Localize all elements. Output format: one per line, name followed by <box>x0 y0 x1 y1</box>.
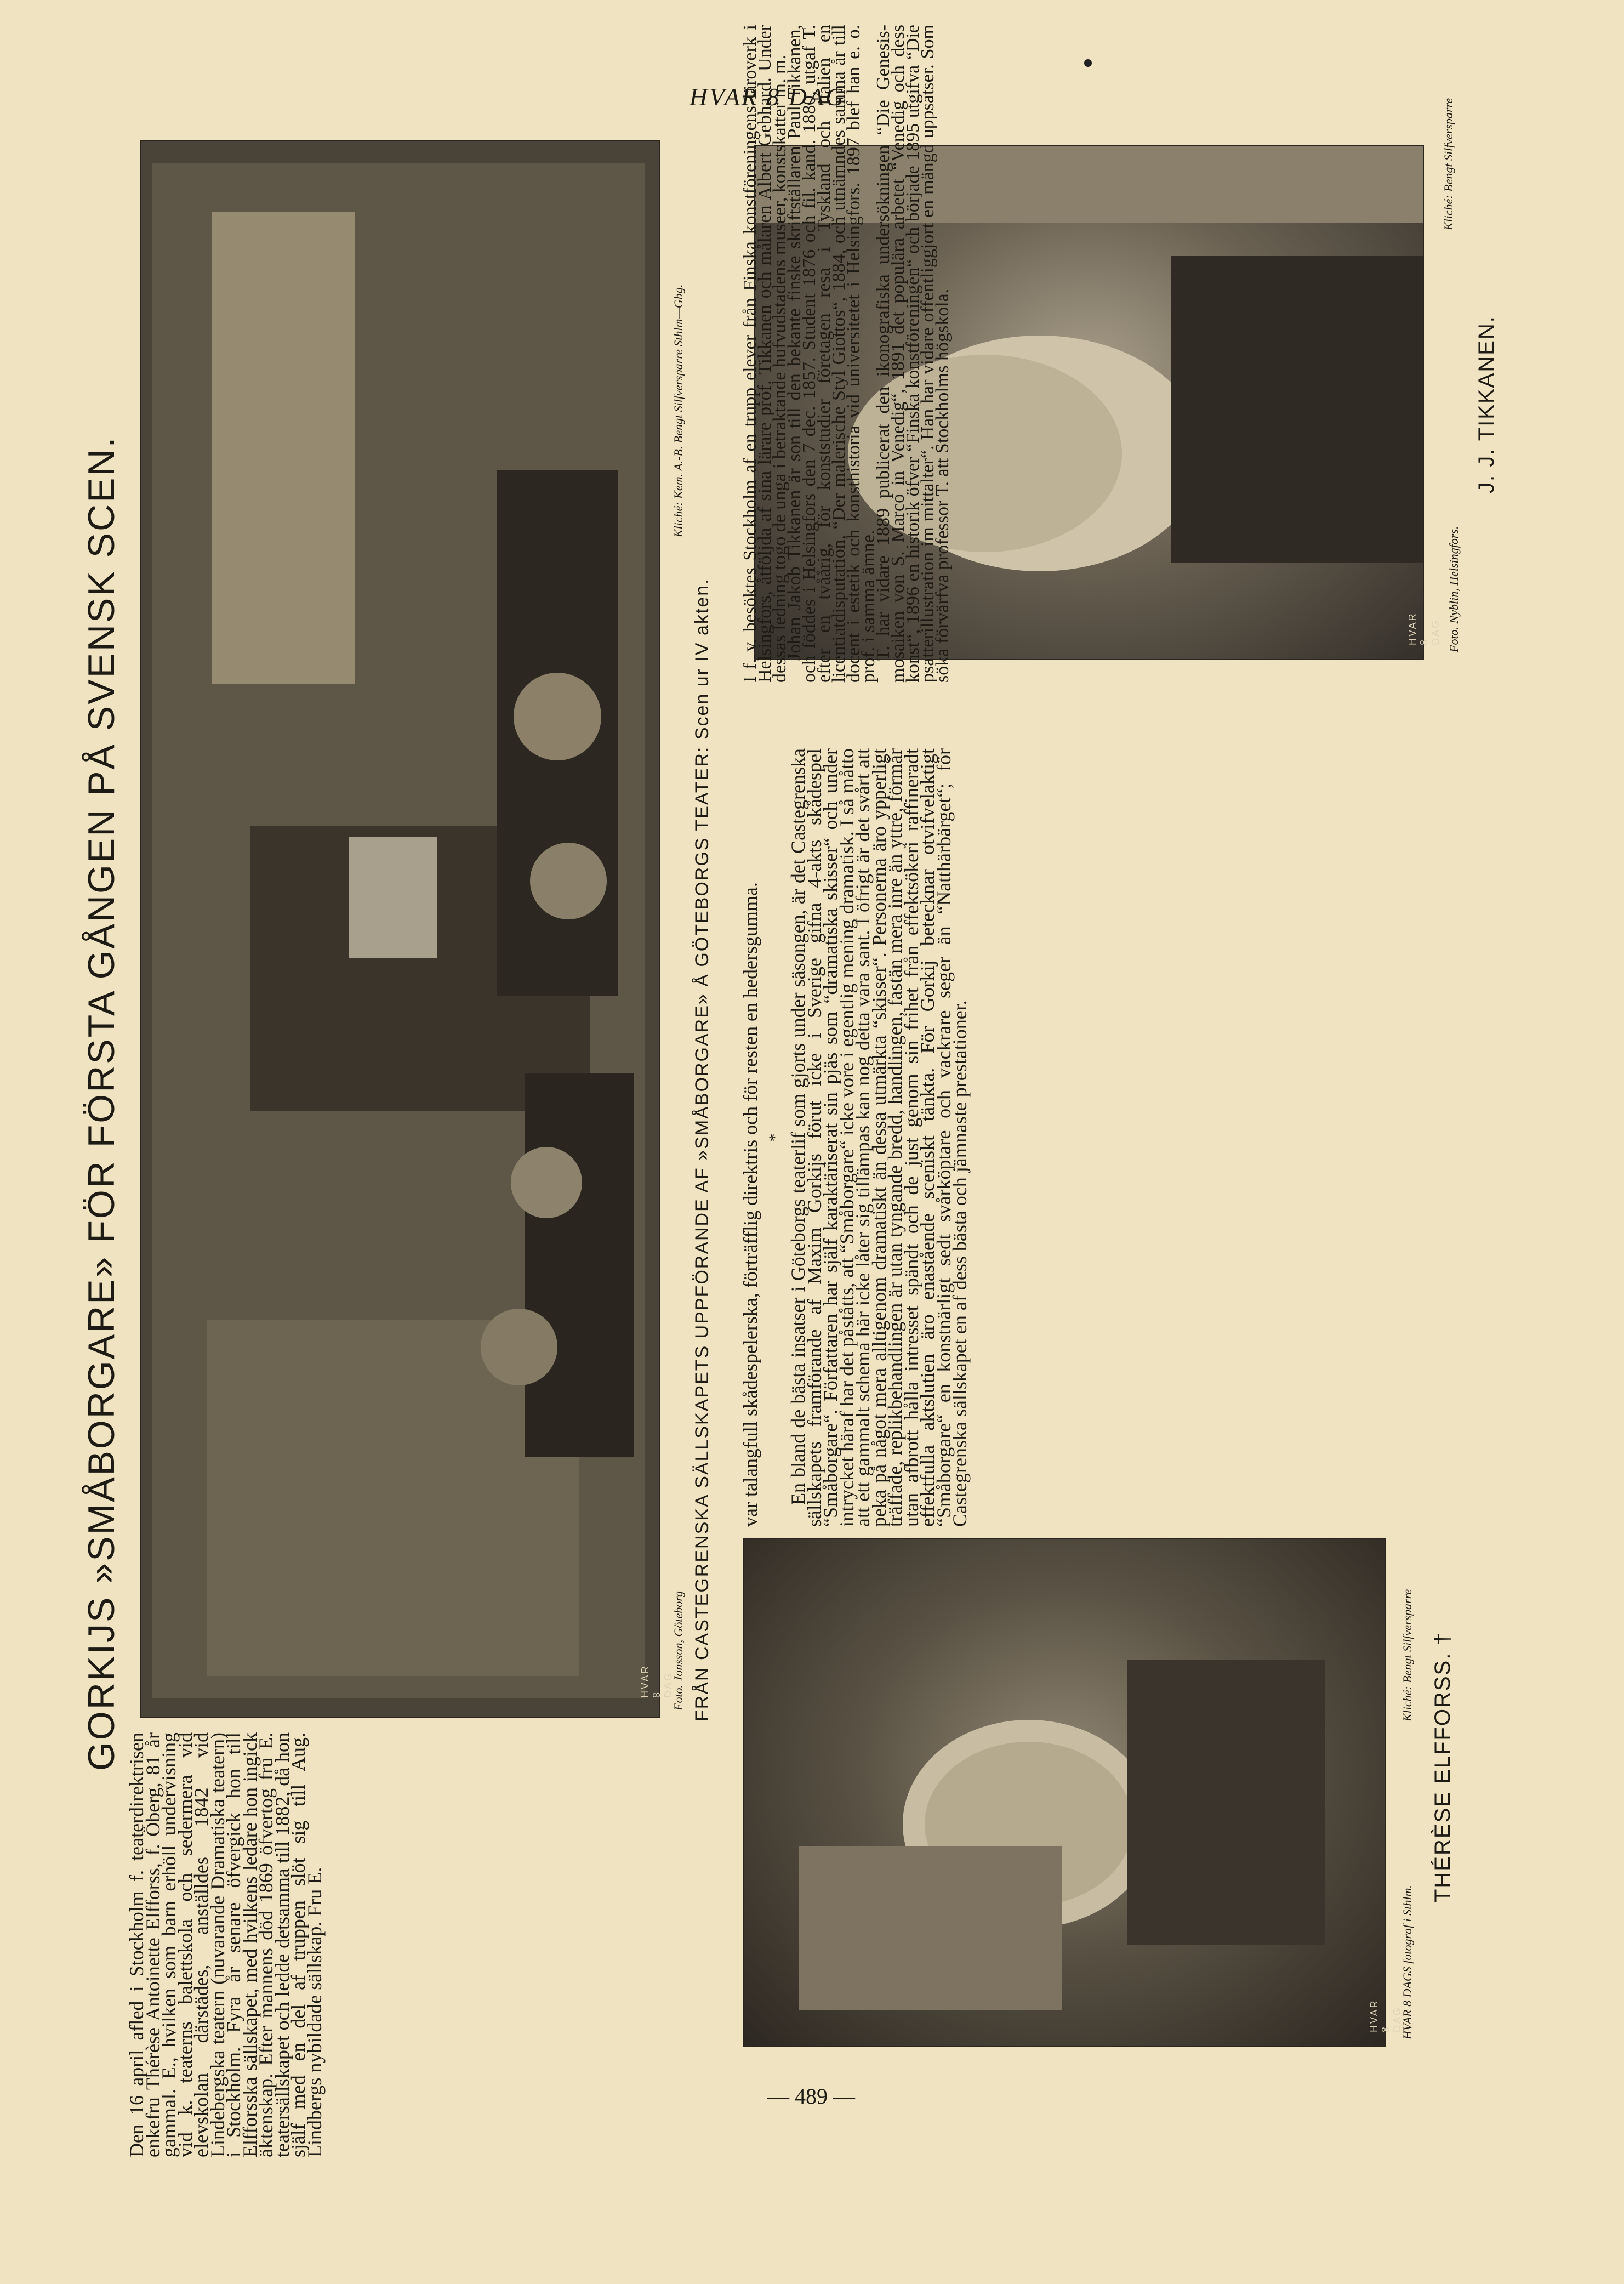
page-title: GORKIJS »SMÅBORGARE» FÖR FÖRSTA GÅNGEN PÅ SVENSK SCEN. <box>81 435 122 1771</box>
running-header: HVAR 8 DAG <box>689 83 846 111</box>
gorkij-review-column <box>739 748 1505 1527</box>
elfforss-photo-caption: THÉRÈSE ELFFORSS. † <box>1431 1632 1455 1902</box>
tikkanen-intro: I f. v. besöktes Stockholm af en trupp elever från Finska konstföreningens läroverk i Helsingfors, åtföljda af sina lärare prof. Tikkanen och målaren Albert Gebhard. Under dessas ledning togo de unga i betraktande hufvudstadens museer, konstskatter m. m. <box>740 25 790 683</box>
elfforss-portrait <box>743 1538 1403 2047</box>
elfforss-photo-credit-right: Kliché: Bengt Silfversparre <box>1400 1589 1414 1721</box>
tikkanen-photo-caption: J. J. TIKKANEN. <box>1474 315 1498 493</box>
gorkij-review-text: En bland de bästa insatser i Göteborgs teaterlif som gjorts under säsongen, är det Castegrenska sällskapets framförande af Maxim Gorkijs förut icke i Sverige gifna 4-akts skådespel “Småborgare“. Författaren har själf karaktäriserat sin pjäs som “dramatiska skisser“ och under intrycket häraf har det påståtts, att “Småborgare“ icke vore i egentlig mening dramatisk. I så måtto att ett gammalt schema här icke låter sig tillämpas kan nog detta vara sant. I öfrigt är det svårt att peka på något mera alltigenom dramatiskt än dessa utmärkta “skisser“. Personerna äro ypperligt träffade, replikbehandlingen är utan tyngande bredd, handlingen, fastän mera inre än yttre, förmår utan afbrott hålla intresset spändt och de just genom sin frihet från effektsökeri raffineradt effektfulla aktslutien äro enastående sceniskt tänkta. För Gorkij betecknar otvifvelaktigt “Småborgare“ en konstnärligt sedt svårköptare och vackrare seger än “Natthärbärget“; för Castegrenska sällskapet en af dess bästa och jämnaste prestationer. <box>787 748 971 1527</box>
elfforss-obituary-text: Den 16 april afled i Stockholm f. teaterdirektrisen enkefru Thérèse Antoinette Elfforss, f. Öberg, 81 år gammal. E., hvilken som barn erhöll undervisning vid k. teaterns balettskola och sedermera vid elevskolan därstädes, anställdes 1842 vid Lindebergska teatern (nuvarande Dramatiska teatern) i Stockholm. Fyra år senare öfvergick hon till Elfforsska sällskapet, med hvilkens ledare hon ingick äktenskap. Efter mannens död 1869 öfvertog fru E. teatersällskapet och ledde detsamma till 1882, då hon själf med en del af truppen slöt sig till Aug. Lindbergs nybildade sällskap. Fru E. <box>126 1732 326 2157</box>
page-number: — 489 — <box>767 2084 855 2109</box>
tikkanen-column <box>740 25 1400 683</box>
gorkij-review-intro: var talangfull skådespelerska, förträfflig direktris och för resten en hedersgumma. <box>739 882 761 1527</box>
stage-photo-credit-right: Kliché: Kem. A.-B. Bengt Silfversparre Sthlm—Gbg. <box>671 284 685 537</box>
tikkanen-photo-credit-right: Kliché: Bengt Silfversparre <box>1441 98 1455 230</box>
tikkanen-photo-credit-left: Foto. Nyblin, Helsingfors. <box>1447 526 1461 652</box>
photo-watermark: HVAR 8 DAG <box>640 1664 674 1698</box>
tikkanen-biography: Johan Jakob Tikkanen är son till den bekante finske skriftställaren Paul Tikkanen, och föddes i Helsingfors den 7 dec. 1857. Student 1876 och fil. kand. 1880, utgaf T. efter en tvåårig, för konststudier företagen resa i Tyskland och Italien en licentiatdisputation, “Der malerische Styl Giottos“, 1884, och utnämndes samma år till docent i estetik och konsthistoria vid universitetet i Helsingfors. 1897 blef han e. o. prof. i samma ämne. <box>784 25 879 683</box>
photo-watermark: HVAR 8 DAG <box>1369 1999 1403 2032</box>
elfforss-obituary-column <box>126 1732 691 2157</box>
elfforss-photo-credit-left: HVAR 8 DAGS fotograf i Sthlm. <box>1400 1885 1414 2039</box>
section-separator: * <box>765 1133 784 1142</box>
stage-photo-caption: FRÅN CASTEGRENSKA SÄLLSKAPETS UPPFÖRANDE AF »SMÅBORGARE» Å GÖTEBORGS TEATER: Scen ur IV akten. <box>692 578 713 1721</box>
photo-watermark: HVAR 8 DAG <box>1407 612 1441 645</box>
stage-photo-credit-left: Foto. Jonsson, Göteborg <box>671 1591 685 1711</box>
tikkanen-works: T. har vidare 1889 publicerat den ikonografiska undersökningen “Die Genesis-mosaiken von S. Marco in Venedig“, 1891 det populära arbetet “Venedig och dess konst“, 1896 en historik öfver “Finska konstföreningen“ och började 1895 utgifva “Die psatterillustration im mittalter“. Han har vidare offentliggjort en mängd uppsatser. Som söka förvärfva professor T. att Stockholms högskola. <box>873 25 953 683</box>
stage-photo <box>140 140 674 1718</box>
